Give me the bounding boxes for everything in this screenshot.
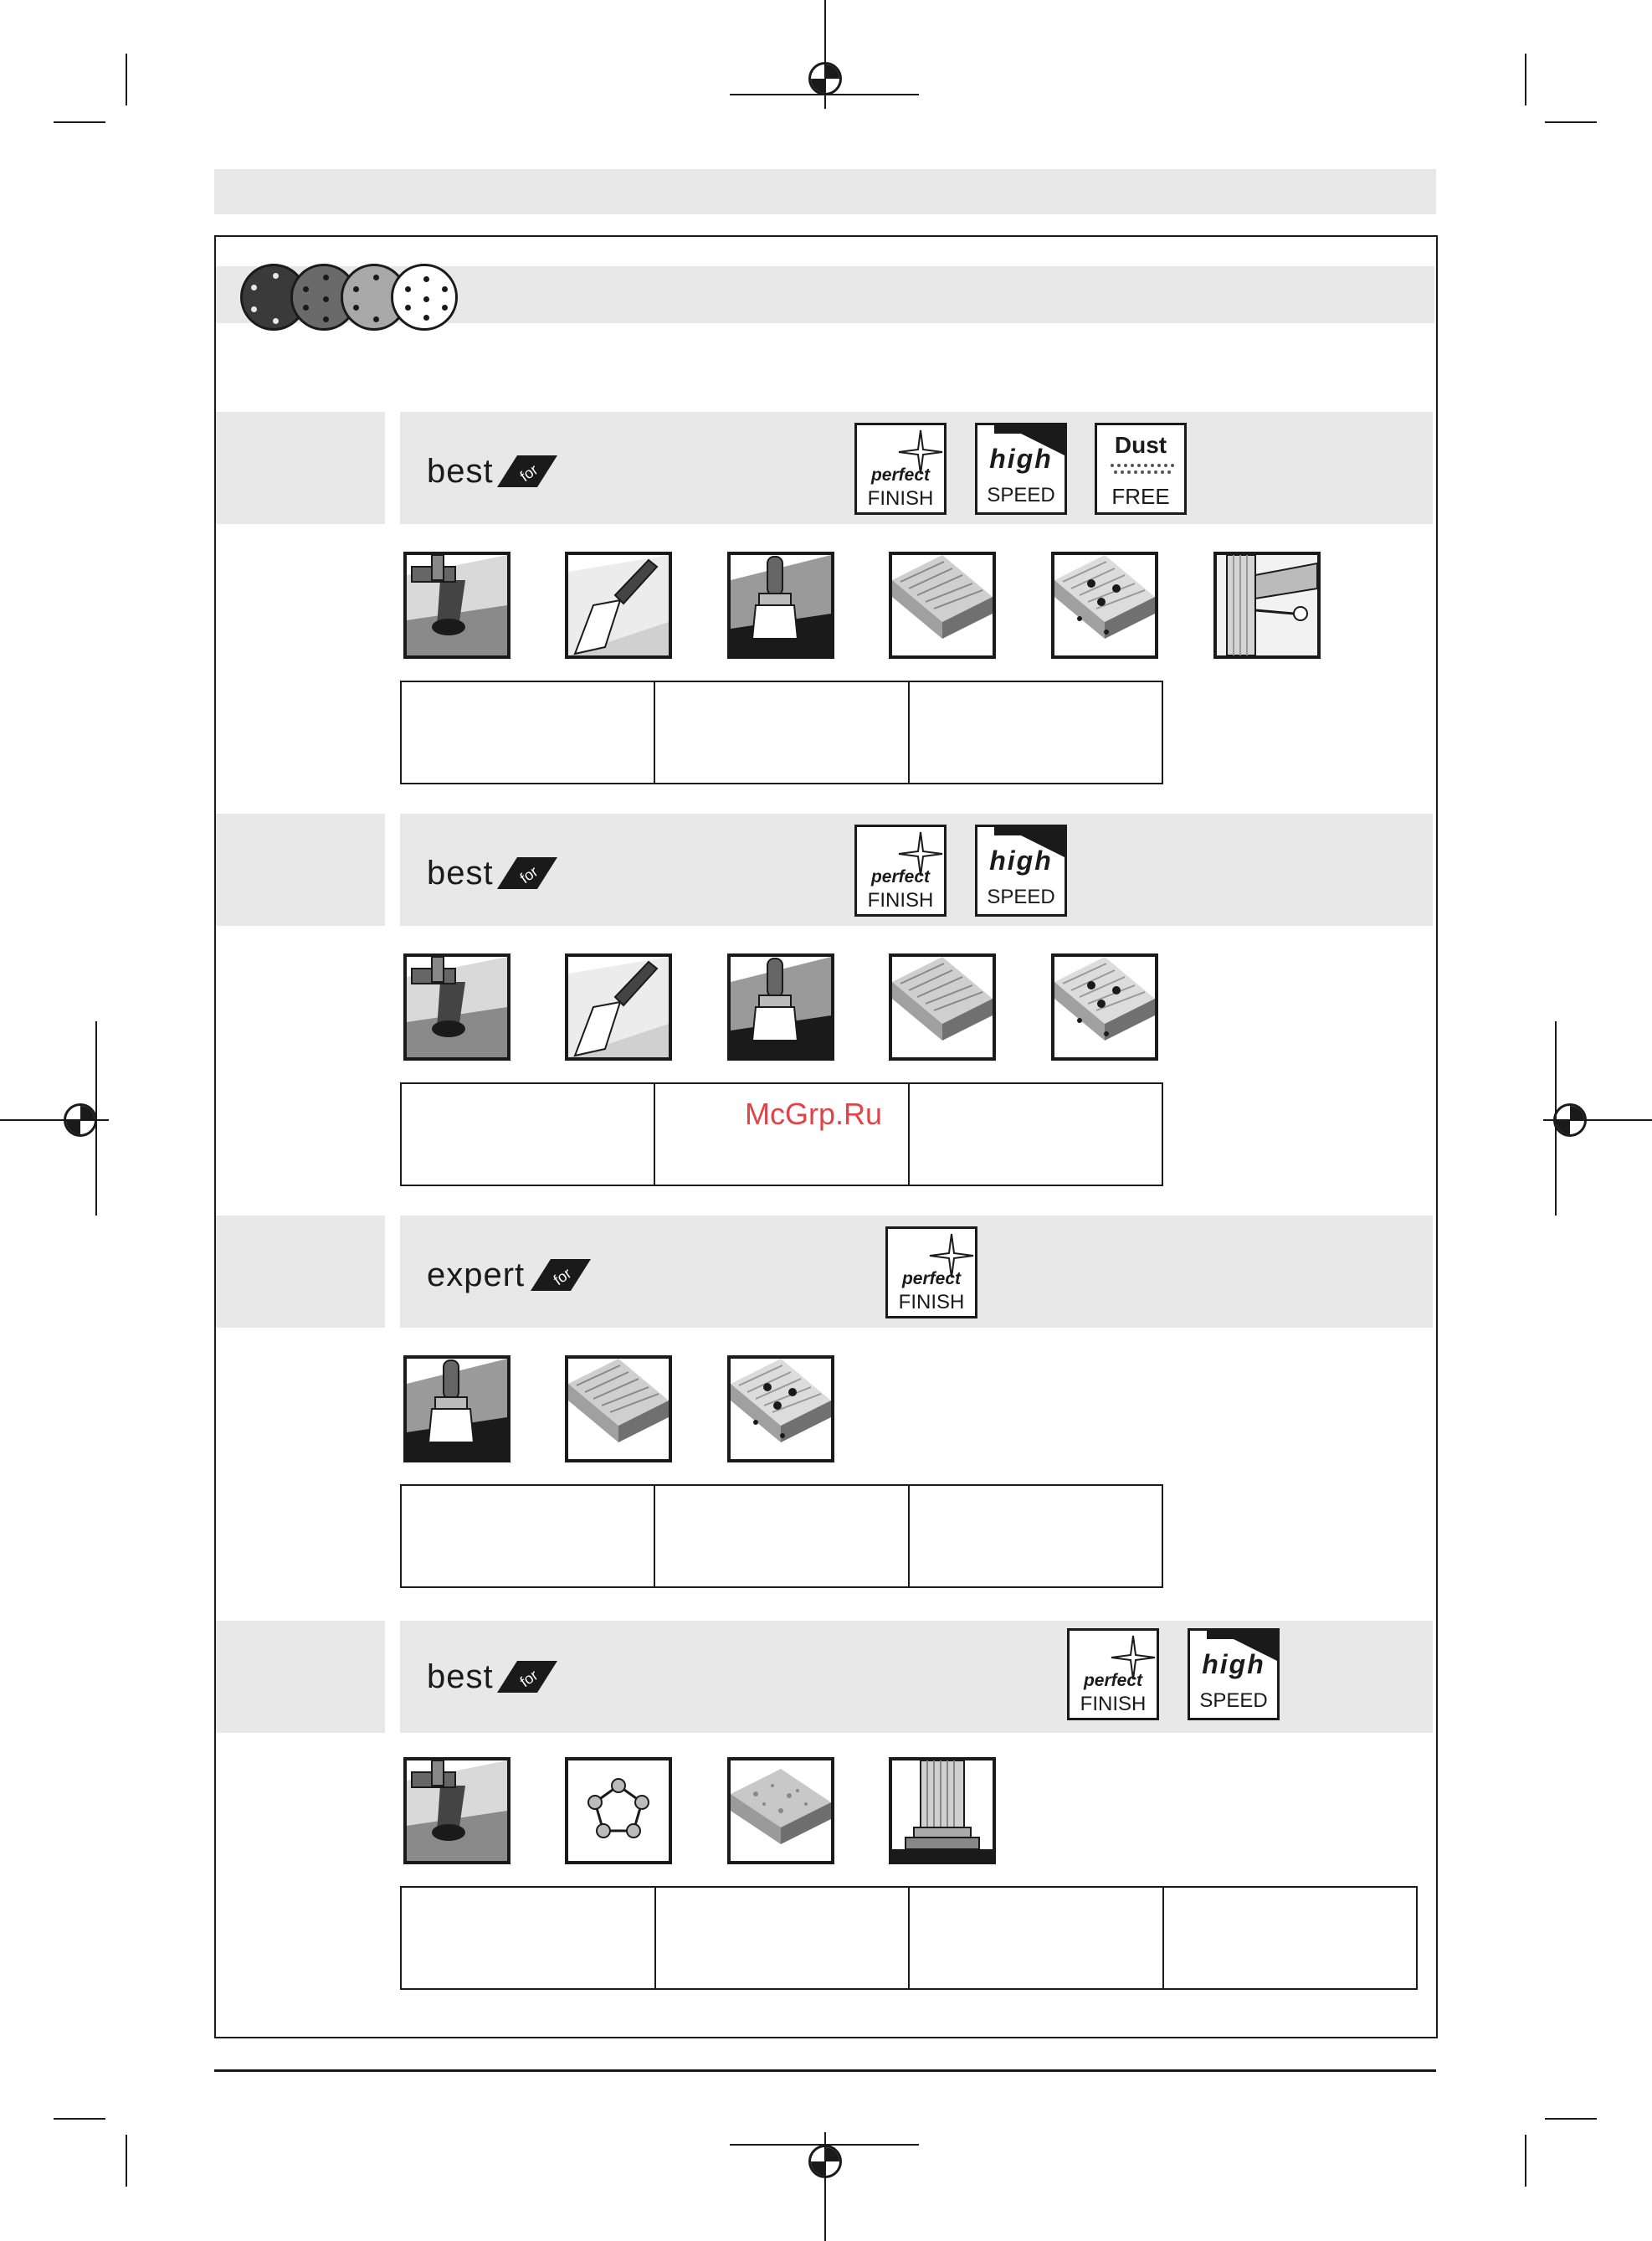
table-cell bbox=[655, 682, 909, 783]
svg-text:for: for bbox=[516, 460, 541, 486]
table-cell bbox=[910, 1084, 1162, 1185]
perfect-finish-badge: perfect FINISH bbox=[885, 1226, 977, 1318]
crop-mark bbox=[1525, 54, 1526, 105]
for-tag-icon bbox=[531, 1259, 591, 1291]
for-tag-icon bbox=[497, 857, 557, 889]
knotty-wood-icon bbox=[1051, 953, 1158, 1061]
perfect-finish-badge: perfect FINISH bbox=[854, 423, 947, 515]
timber-frame-icon bbox=[1213, 552, 1321, 659]
table-cell bbox=[910, 1486, 1162, 1586]
registration-mark bbox=[1553, 1103, 1587, 1137]
crop-mark bbox=[54, 2118, 105, 2120]
table-cell bbox=[655, 1486, 909, 1586]
table-cell bbox=[1164, 1888, 1417, 1988]
wood-board-icon bbox=[889, 953, 996, 1061]
application-table bbox=[400, 681, 1163, 784]
spray-filler-icon bbox=[403, 552, 510, 659]
crop-mark bbox=[1525, 2135, 1526, 2187]
section-left-cell bbox=[216, 1216, 385, 1328]
section-label: best bbox=[427, 855, 494, 892]
filler-knife-icon bbox=[565, 552, 672, 659]
knotty-wood-icon bbox=[727, 1355, 834, 1462]
footer-rule bbox=[214, 2069, 1436, 2072]
filler-knife-icon bbox=[565, 953, 672, 1061]
application-table bbox=[400, 1484, 1163, 1588]
table-cell bbox=[910, 1888, 1164, 1988]
dust-dots-icon bbox=[1109, 462, 1176, 475]
paint-brush-icon bbox=[403, 1355, 510, 1462]
spray-filler-icon bbox=[403, 1757, 510, 1864]
perfect-finish-badge: perfect FINISH bbox=[854, 825, 947, 917]
section-label: expert bbox=[427, 1257, 526, 1293]
section-label: best bbox=[427, 1658, 494, 1695]
spray-filler-icon bbox=[403, 953, 510, 1061]
table-cell bbox=[656, 1888, 911, 1988]
for-tag-icon bbox=[497, 455, 557, 487]
table-cell bbox=[402, 682, 655, 783]
svg-text:for: for bbox=[516, 862, 541, 887]
registration-mark bbox=[808, 2145, 842, 2178]
column-icon bbox=[889, 1757, 996, 1864]
table-cell bbox=[402, 1888, 656, 1988]
high-speed-badge: high SPEED bbox=[975, 825, 1067, 917]
application-table bbox=[400, 1886, 1418, 1990]
watermark: McGrp.Ru bbox=[745, 1097, 883, 1131]
stone-slab-icon bbox=[727, 1757, 834, 1864]
crop-mark bbox=[54, 121, 105, 123]
high-speed-badge: high SPEED bbox=[975, 423, 1067, 515]
wood-board-icon bbox=[889, 552, 996, 659]
perfect-finish-badge: perfect FINISH bbox=[1067, 1628, 1159, 1720]
section-left-cell bbox=[216, 814, 385, 926]
table-cell bbox=[402, 1486, 655, 1586]
high-speed-badge: high SPEED bbox=[1188, 1628, 1280, 1720]
paint-brush-icon bbox=[727, 552, 834, 659]
crop-mark bbox=[1545, 2118, 1597, 2120]
crop-mark bbox=[126, 2135, 127, 2187]
table-cell bbox=[910, 682, 1162, 783]
dust-free-badge: Dust FREE bbox=[1095, 423, 1187, 515]
section-label: best bbox=[427, 453, 494, 490]
svg-text:for: for bbox=[550, 1264, 575, 1289]
table-cell bbox=[402, 1084, 655, 1185]
registration-mark bbox=[808, 62, 842, 95]
wood-board-icon bbox=[565, 1355, 672, 1462]
for-tag-icon bbox=[497, 1661, 557, 1693]
composite-material-icon bbox=[565, 1757, 672, 1864]
section-left-cell bbox=[216, 412, 385, 524]
crop-mark bbox=[1545, 121, 1597, 123]
svg-text:for: for bbox=[516, 1666, 541, 1691]
crop-mark bbox=[126, 54, 127, 105]
paint-brush-icon bbox=[727, 953, 834, 1061]
registration-mark bbox=[64, 1103, 97, 1137]
knotty-wood-icon bbox=[1051, 552, 1158, 659]
page-header-bar bbox=[214, 169, 1436, 214]
section-left-cell bbox=[216, 1621, 385, 1733]
